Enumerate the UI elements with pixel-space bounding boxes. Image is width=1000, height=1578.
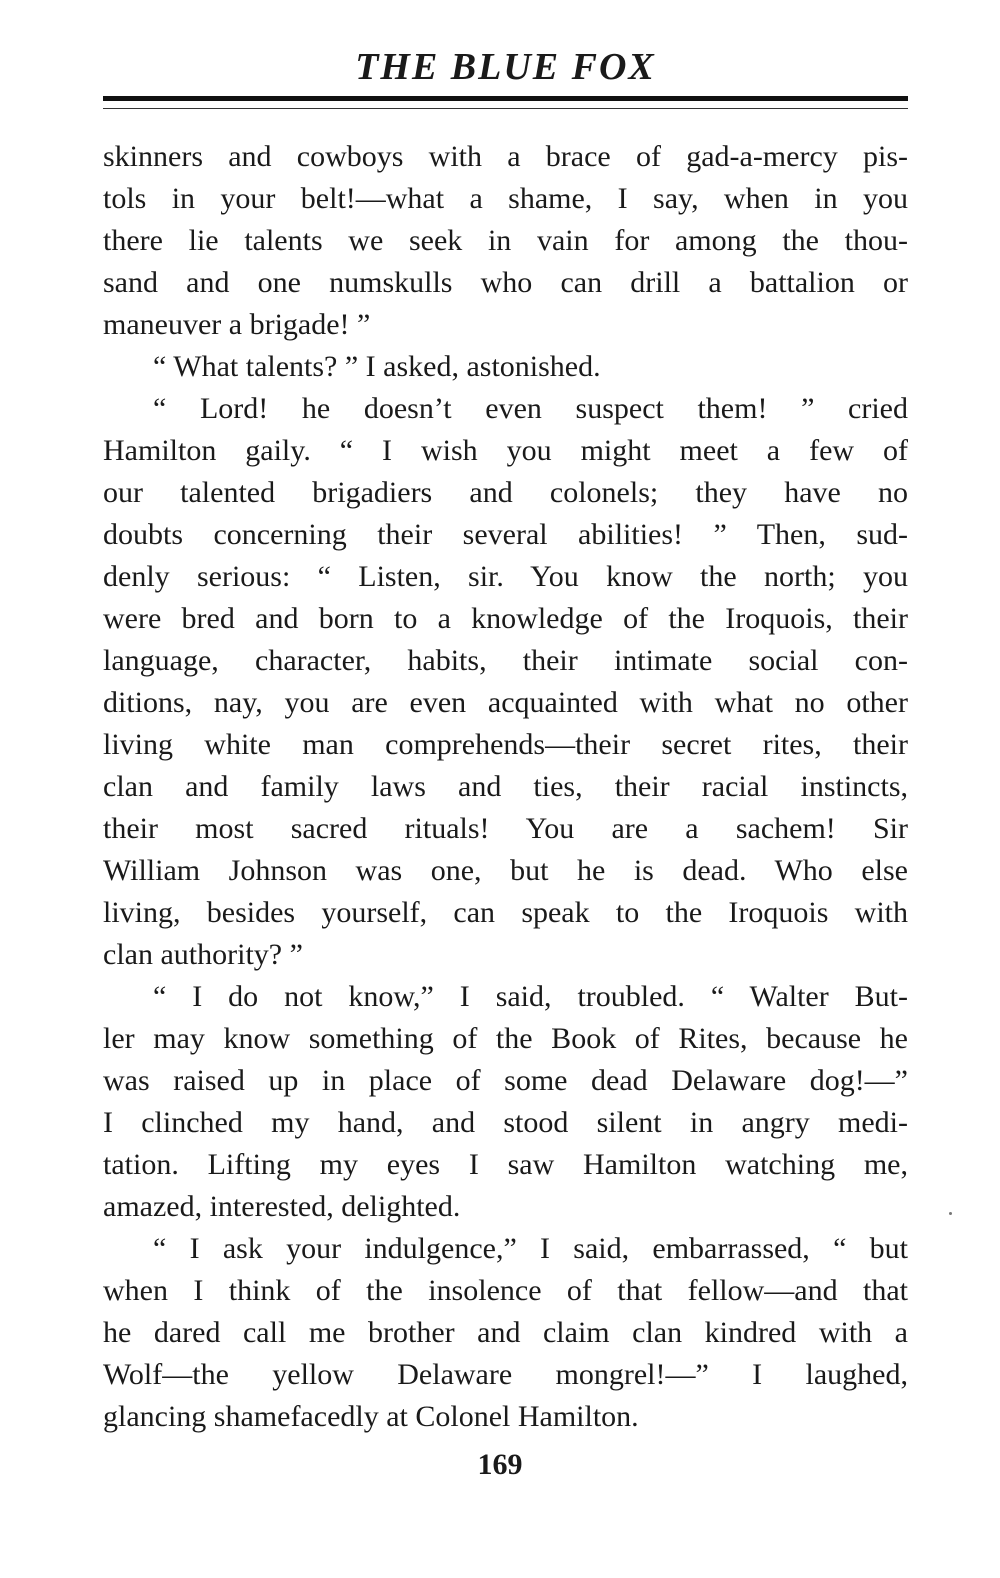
text-line: living white man comprehends—their secret rites, their bbox=[103, 728, 908, 761]
text-line: William Johnson was one, but he is dead. Who else bbox=[103, 854, 908, 887]
text-line: maneuver a brigade! ” bbox=[103, 308, 371, 341]
text-line: clan authority? ” bbox=[103, 938, 303, 971]
header-rule-thick bbox=[103, 96, 908, 101]
running-head: THE BLUE FOX bbox=[355, 46, 656, 88]
text-line: living, besides yourself, can speak to the Iroquois with bbox=[103, 896, 908, 929]
text-line: when I think of the insolence of that fellow—and that bbox=[103, 1274, 908, 1307]
paragraph-first-line: “ I do not know,” I said, troubled. “ Walter But- bbox=[153, 980, 908, 1013]
text-line: amazed, interested, delighted. bbox=[103, 1190, 461, 1223]
text-line: ditions, nay, you are even acquainted with what no other bbox=[103, 686, 908, 719]
text-line: he dared call me brother and claim clan kindred with a bbox=[103, 1316, 908, 1349]
text-line: Hamilton gaily. “ I wish you might meet a few of bbox=[103, 434, 908, 467]
page-number: 169 bbox=[477, 1448, 523, 1481]
paragraph-first-line: “ Lord! he doesn’t even suspect them! ” cried bbox=[153, 392, 908, 425]
text-line: there lie talents we seek in vain for among the thou- bbox=[103, 224, 908, 257]
text-line: was raised up in place of some dead Delaware dog!—” bbox=[103, 1064, 908, 1097]
text-line: language, character, habits, their intimate social con- bbox=[103, 644, 908, 677]
text-line: sand and one numskulls who can drill a battalion or bbox=[103, 266, 908, 299]
text-line: Wolf—the yellow Delaware mongrel!—” I laughed, bbox=[103, 1358, 908, 1391]
text-line: glancing shamefacedly at Colonel Hamilton. bbox=[103, 1400, 639, 1433]
paragraph-first-line: “ I ask your indulgence,” I said, embarrassed, “ but bbox=[153, 1232, 908, 1265]
text-line: their most sacred rituals! You are a sachem! Sir bbox=[103, 812, 908, 845]
text-line: tation. Lifting my eyes I saw Hamilton watching me, bbox=[103, 1148, 908, 1181]
print-speck bbox=[949, 1212, 952, 1215]
text-line: tols in your belt!—what a shame, I say, when in you bbox=[103, 182, 908, 215]
text-line: were bred and born to a knowledge of the Iroquois, their bbox=[103, 602, 908, 635]
text-line: denly serious: “ Listen, sir. You know the north; you bbox=[103, 560, 908, 593]
text-line: clan and family laws and ties, their racial instincts, bbox=[103, 770, 908, 803]
body-text bbox=[103, 136, 908, 1438]
text-line: ler may know something of the Book of Rites, because he bbox=[103, 1022, 908, 1055]
text-line: our talented brigadiers and colonels; they have no bbox=[103, 476, 908, 509]
text-line: I clinched my hand, and stood silent in angry medi- bbox=[103, 1106, 908, 1139]
paragraph-first-line: “ What talents? ” I asked, astonished. bbox=[153, 350, 601, 383]
text-line: skinners and cowboys with a brace of gad-a-mercy pis- bbox=[103, 140, 908, 173]
text-line: doubts concerning their several abilities! ” Then, sud- bbox=[103, 518, 908, 551]
header-rule-thin bbox=[103, 108, 908, 109]
